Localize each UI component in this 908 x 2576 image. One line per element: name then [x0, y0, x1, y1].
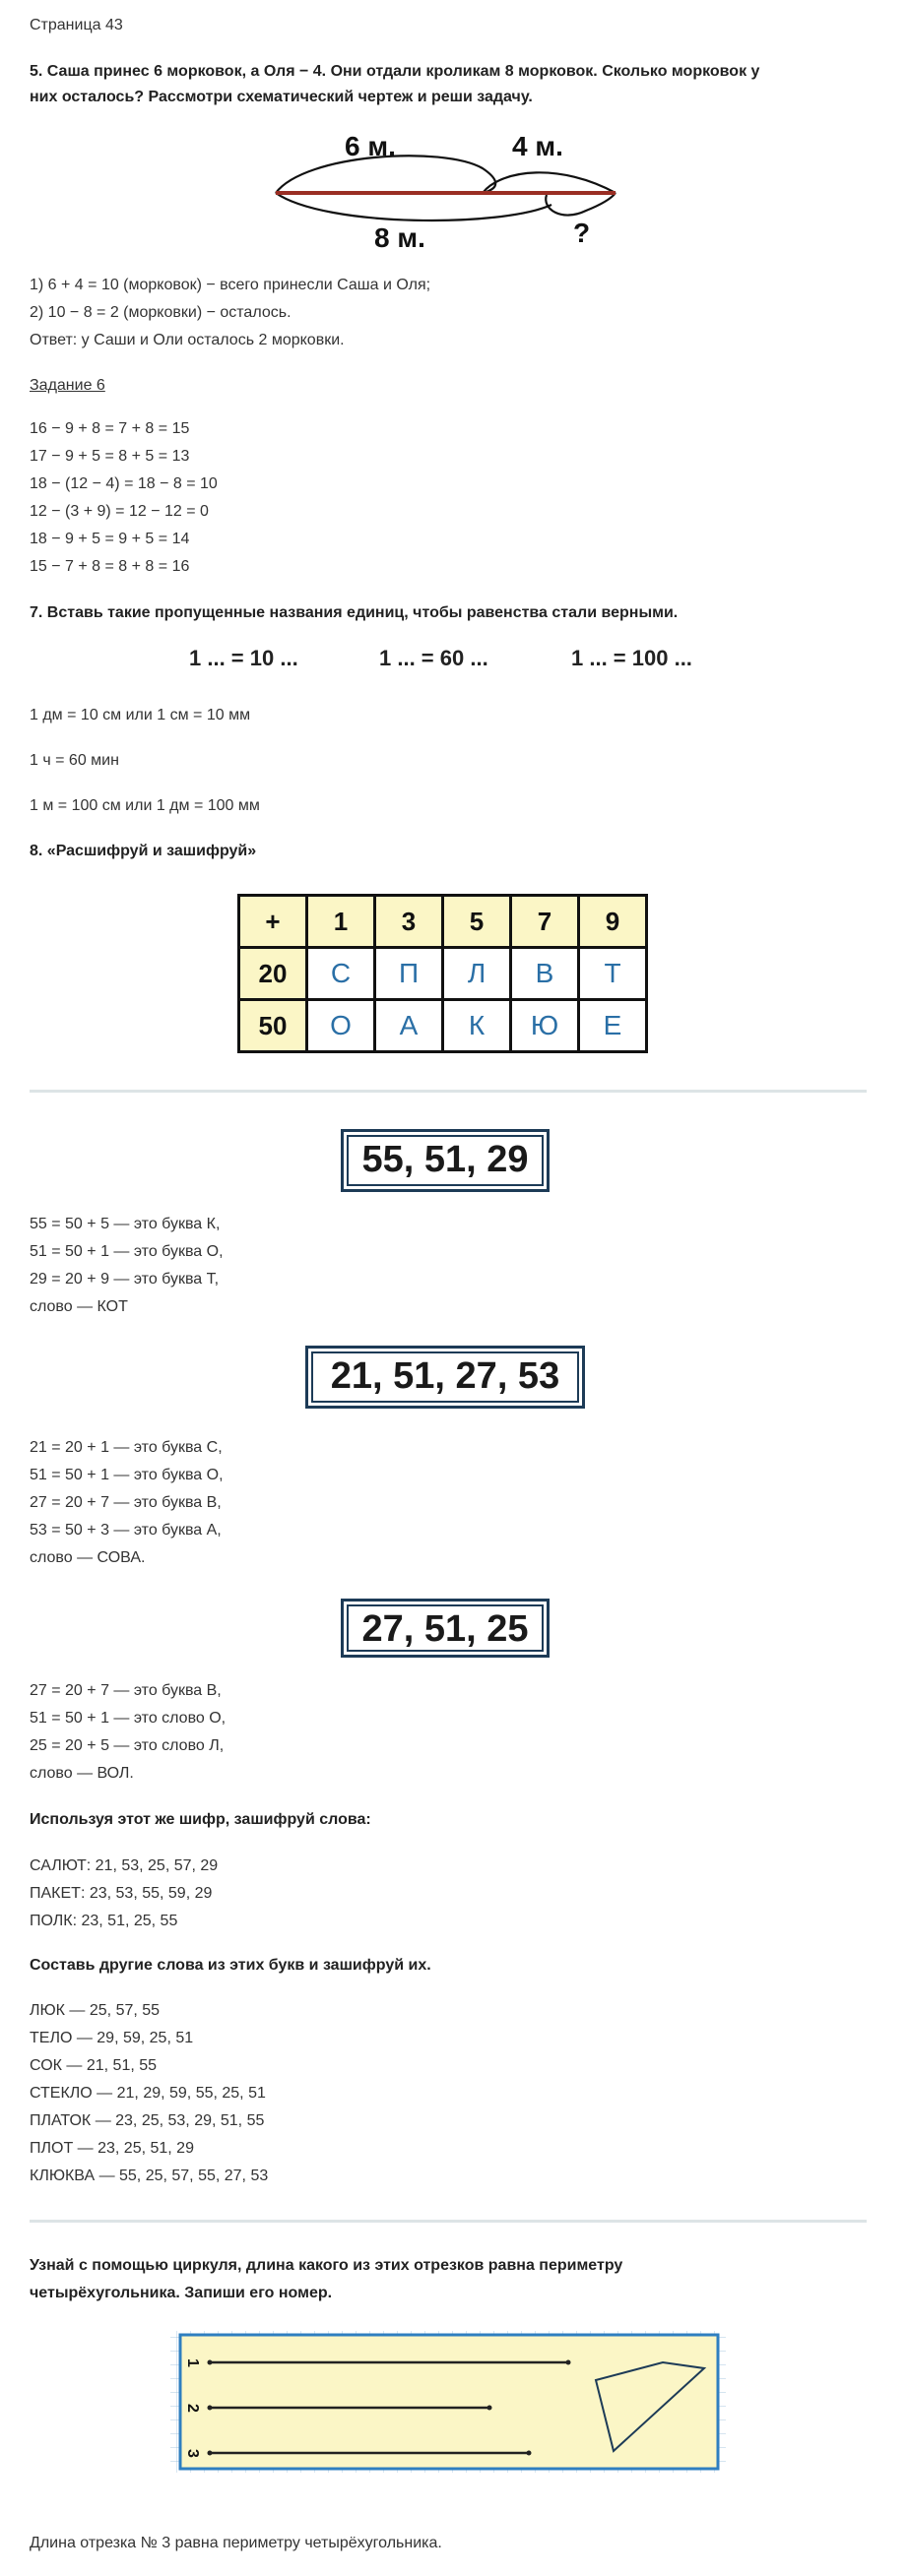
other-word-line: КЛЮКВА — 55, 25, 57, 55, 27, 53 — [30, 2168, 269, 2184]
cipher-table — [237, 894, 648, 1053]
schematic-diagram — [266, 124, 640, 257]
cipher-cell: П — [375, 948, 443, 1000]
segment-label-3: 3 — [184, 2449, 201, 2458]
task5-step2: 2) 10 − 8 = 2 (морковки) − осталось. — [30, 304, 292, 321]
code-box-3: 27, 51, 25 — [341, 1599, 550, 1658]
decode1-line: 55 = 50 + 5 — это буква К, — [30, 1216, 221, 1232]
decode2-line: 51 = 50 + 1 — это буква О, — [30, 1467, 224, 1483]
task7-answer2: 1 ч = 60 мин — [30, 752, 119, 769]
page-title: Страница 43 — [30, 17, 123, 33]
other-word-line: ЛЮК — 25, 57, 55 — [30, 2002, 161, 2019]
task5-question-line1: 5. Саша принес 6 морковок, а Оля − 4. Они отдали кроликам 8 морковок. Сколько морковок у — [30, 63, 760, 80]
decode2-word: слово — СОВА. — [30, 1549, 146, 1566]
other-word-line: ТЕЛО — 29, 59, 25, 51 — [30, 2030, 194, 2046]
segments-figure — [162, 2323, 734, 2481]
cipher-header-9: 9 — [579, 896, 647, 948]
diagram-label-4: 4 м. — [512, 131, 563, 161]
task5-step1: 1) 6 + 4 = 10 (морковок) − всего принесли Саша и Оля; — [30, 277, 431, 293]
decode1-line: 29 = 20 + 9 — это буква Т, — [30, 1271, 220, 1288]
diagram-label-8: 8 м. — [374, 222, 425, 253]
cipher-row-head-50: 50 — [239, 1000, 307, 1052]
encode-line: ПАКЕТ: 23, 53, 55, 59, 29 — [30, 1885, 213, 1902]
cipher-cell: Ю — [511, 1000, 579, 1052]
code-box-2: 21, 51, 27, 53 — [305, 1346, 585, 1409]
task6-title: Задание 6 — [30, 377, 105, 394]
cipher-row-head-20: 20 — [239, 948, 307, 1000]
cipher-header-1: 1 — [307, 896, 375, 948]
cipher-header-row — [239, 896, 647, 948]
divider — [30, 1090, 867, 1093]
task6-line2: 17 − 9 + 5 = 8 + 5 = 13 — [30, 448, 190, 465]
cipher-row-20 — [239, 948, 647, 1000]
cipher-cell: О — [307, 1000, 375, 1052]
task6-line1: 16 − 9 + 8 = 7 + 8 = 15 — [30, 420, 190, 437]
task7-answer3: 1 м = 100 см или 1 дм = 100 мм — [30, 797, 260, 814]
encode-title: Используя этот же шифр, зашифруй слова: — [30, 1811, 371, 1828]
diagram-label-question: ? — [573, 218, 591, 248]
other-word-line: СОК — 21, 51, 55 — [30, 2057, 158, 2074]
code-box-1: 55, 51, 29 — [341, 1129, 550, 1192]
task7-equation3: 1 ... = 100 ... — [571, 646, 692, 670]
task9-title-line2: четырёхугольника. Запиши его номер. — [30, 2285, 333, 2301]
decode3-line: 51 = 50 + 1 — это слово О, — [30, 1710, 227, 1727]
task6-line4: 12 − (3 + 9) = 12 − 12 = 0 — [30, 503, 209, 520]
task7-title: 7. Вставь такие пропущенные названия единиц, чтобы равенства стали верными. — [30, 604, 679, 621]
decode2-line: 27 = 20 + 7 — это буква В, — [30, 1494, 222, 1511]
task5-question-line2: них осталось? Рассмотри схематический чертеж и реши задачу. — [30, 89, 533, 105]
task6-line6: 15 − 7 + 8 = 8 + 8 = 16 — [30, 558, 190, 575]
cipher-row-50 — [239, 1000, 647, 1052]
decode3-word: слово — ВОЛ. — [30, 1765, 134, 1782]
task9-answer: Длина отрезка № 3 равна периметру четырёхугольника. — [30, 2535, 442, 2551]
cipher-header-7: 7 — [511, 896, 579, 948]
segment-label-1: 1 — [184, 2358, 201, 2367]
other-word-line: ПЛАТОК — 23, 25, 53, 29, 51, 55 — [30, 2112, 265, 2129]
cipher-header-3: 3 — [375, 896, 443, 948]
encode-line: САЛЮТ: 21, 53, 25, 57, 29 — [30, 1857, 219, 1874]
decode1-line: 51 = 50 + 1 — это буква О, — [30, 1243, 224, 1260]
task5-answer: Ответ: у Саши и Оли осталось 2 морковки. — [30, 332, 345, 348]
cipher-cell: С — [307, 948, 375, 1000]
cipher-cell: Е — [579, 1000, 647, 1052]
cipher-cell: А — [375, 1000, 443, 1052]
task6-line3: 18 − (12 − 4) = 18 − 8 = 10 — [30, 475, 218, 492]
diagram-label-6: 6 м. — [345, 131, 396, 161]
other-words-title: Составь другие слова из этих букв и зашифруй их. — [30, 1957, 431, 1974]
other-word-line: СТЕКЛО — 21, 29, 59, 55, 25, 51 — [30, 2085, 266, 2102]
decode2-line: 53 = 50 + 3 — это буква А, — [30, 1522, 222, 1539]
task9-title-line1: Узнай с помощью циркуля, длина какого из этих отрезков равна периметру — [30, 2257, 623, 2274]
cipher-header-plus: + — [239, 896, 307, 948]
task6-line5: 18 − 9 + 5 = 9 + 5 = 14 — [30, 531, 190, 547]
encode-line: ПОЛК: 23, 51, 25, 55 — [30, 1913, 178, 1929]
cipher-cell: Л — [443, 948, 511, 1000]
task7-answer1: 1 дм = 10 см или 1 см = 10 мм — [30, 707, 251, 723]
cipher-cell: К — [443, 1000, 511, 1052]
task8-title: 8. «Расшифруй и зашифруй» — [30, 843, 257, 859]
decode1-word: слово — КОТ — [30, 1298, 128, 1315]
divider — [30, 2220, 867, 2223]
cipher-header-5: 5 — [443, 896, 511, 948]
task7-equation1: 1 ... = 10 ... — [189, 646, 298, 670]
segment-label-2: 2 — [184, 2404, 201, 2413]
other-word-line: ПЛОТ — 23, 25, 51, 29 — [30, 2140, 194, 2157]
decode3-line: 27 = 20 + 7 — это буква В, — [30, 1682, 222, 1699]
task7-equation2: 1 ... = 60 ... — [379, 646, 488, 670]
cipher-cell: Т — [579, 948, 647, 1000]
decode3-line: 25 = 20 + 5 — это слово Л, — [30, 1737, 225, 1754]
cipher-cell: В — [511, 948, 579, 1000]
decode2-line: 21 = 20 + 1 — это буква С, — [30, 1439, 223, 1456]
